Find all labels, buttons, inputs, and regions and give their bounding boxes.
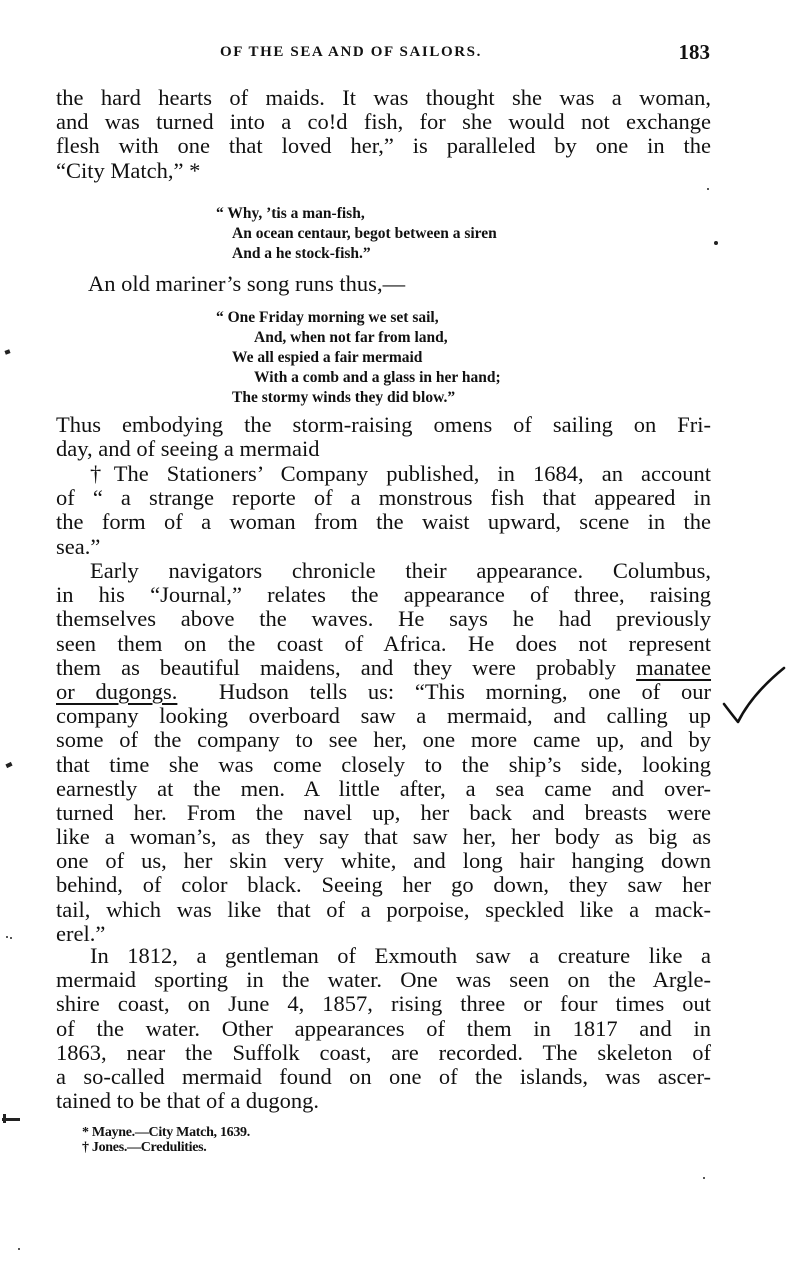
verse-line: And, when not far from land, xyxy=(254,329,448,346)
text-line: a so-called mermaid found on one of the islands, was ascer- xyxy=(56,1063,711,1089)
verse-line: The stormy winds they did blow.” xyxy=(232,389,456,406)
margin-tick-mark xyxy=(4,349,10,354)
page-number: 183 xyxy=(678,40,710,64)
text-line: that time she was come closely to the ship’s side, looking xyxy=(56,751,711,777)
paragraph-sightings xyxy=(56,944,711,1113)
text-segment: them as beautiful maidens, and they were probably xyxy=(56,654,616,680)
running-head xyxy=(220,40,710,66)
verse-line: And a he stock-fish.” xyxy=(232,245,371,262)
text-line: day, and of seeing a mermaid xyxy=(56,436,320,462)
text-line: “City Match,” * xyxy=(56,157,201,183)
checkmark-icon xyxy=(722,664,792,744)
song-intro: An old mariner’s song runs thus,— xyxy=(88,271,406,296)
margin-tick-mark xyxy=(5,762,12,768)
text-line: of the water. Other appearances of them in 1817 and in xyxy=(56,1015,711,1041)
text-line: shire coast, on June 4, 1857, rising three or four times out xyxy=(56,991,711,1017)
scan-speck xyxy=(703,1177,705,1179)
paragraph-stationers-company xyxy=(56,462,711,559)
text-line: the form of a woman from the waist upward, scene in the xyxy=(56,509,711,535)
footnote: † Jones.—Credulities. xyxy=(82,1140,207,1155)
text-line: 1863, near the Suffolk coast, are recorded. The skeleton of xyxy=(56,1039,711,1065)
footnotes xyxy=(82,1125,250,1155)
text-line: seen them on the coast of Africa. He does not represent xyxy=(56,630,711,656)
text-line: of “ a strange reporte of a monstrous fish that appeared in xyxy=(56,485,711,511)
text-line: earnestly at the men. A little after, a sea came and over- xyxy=(56,775,711,801)
text-line: Thus embodying the storm-raising omens of sailing on Fri- xyxy=(56,412,711,437)
text-line: in his “Journal,” relates the appearance of three, raising xyxy=(56,582,711,608)
underlined-text: or dugongs. xyxy=(56,678,178,704)
text-line: company looking overboard saw a mermaid, and calling up xyxy=(56,703,711,729)
text-line: behind, of color black. Seeing her go down, they saw her xyxy=(56,872,711,898)
text-line: turned her. From the navel up, her back and breasts were xyxy=(56,799,711,825)
text-line: and was turned into a co!d fish, for she would not exchange xyxy=(56,109,711,135)
text-line: †The Stationers’ Company published, in 1684, an account xyxy=(90,461,711,486)
scan-speck xyxy=(10,937,12,939)
text-line: erel.” xyxy=(56,920,106,946)
scan-speck xyxy=(6,936,8,938)
text-segment: Hudson tells us: “This morning, one of our xyxy=(218,678,712,704)
text-line: the hard hearts of maids. It was thought she was a woman, xyxy=(56,85,711,110)
text-line xyxy=(56,656,711,680)
paragraph-friday-omens xyxy=(56,413,711,461)
text-line: themselves above the waves. He says he had previously xyxy=(56,606,711,632)
margin-tick-mark xyxy=(3,1114,6,1123)
verse-line: “ Why, ’tis a man-fish, xyxy=(216,205,365,222)
text-line: flesh with one that loved her,” is paralleled by one in the xyxy=(56,133,711,159)
text-line: Early navigators chronicle their appearance. Columbus, xyxy=(90,558,711,583)
text-line: one of us, her skin very white, and long hair hanging down xyxy=(56,848,711,874)
underlined-text: manatee xyxy=(636,654,712,680)
verse-mariners-song xyxy=(216,308,501,408)
verse-quotation-city-match xyxy=(216,204,497,264)
text-line: In 1812, a gentleman of Exmouth saw a creature like a xyxy=(90,943,711,968)
text-line: tail, which was like that of a porpoise, speckled like a mack- xyxy=(56,896,711,922)
running-title: OF THE SEA AND OF SAILORS. xyxy=(220,44,482,60)
verse-line: “ One Friday morning we set sail, xyxy=(216,309,439,326)
paragraph-early-navigators xyxy=(56,559,711,946)
paragraph-continuation xyxy=(56,86,711,183)
verse-line: An ocean centaur, begot between a siren xyxy=(232,225,497,242)
text-line: tained to be that of a dugong. xyxy=(56,1088,320,1114)
text-line: like a woman’s, as they say that saw her, her body as big as xyxy=(56,824,711,850)
footnote: * Mayne.—City Match, 1639. xyxy=(82,1125,250,1140)
scan-speck xyxy=(714,241,718,245)
scan-speck xyxy=(18,1248,20,1250)
verse-line: With a comb and a glass in her hand; xyxy=(254,369,501,386)
text-line: sea.” xyxy=(56,533,101,559)
verse-line: We all espied a fair mermaid xyxy=(232,349,423,366)
text-line: some of the company to see her, one more came up, and by xyxy=(56,727,711,753)
text-line: mermaid sporting in the water. One was seen on the Argle- xyxy=(56,967,711,993)
text-line xyxy=(56,680,711,704)
scan-speck xyxy=(707,188,709,190)
